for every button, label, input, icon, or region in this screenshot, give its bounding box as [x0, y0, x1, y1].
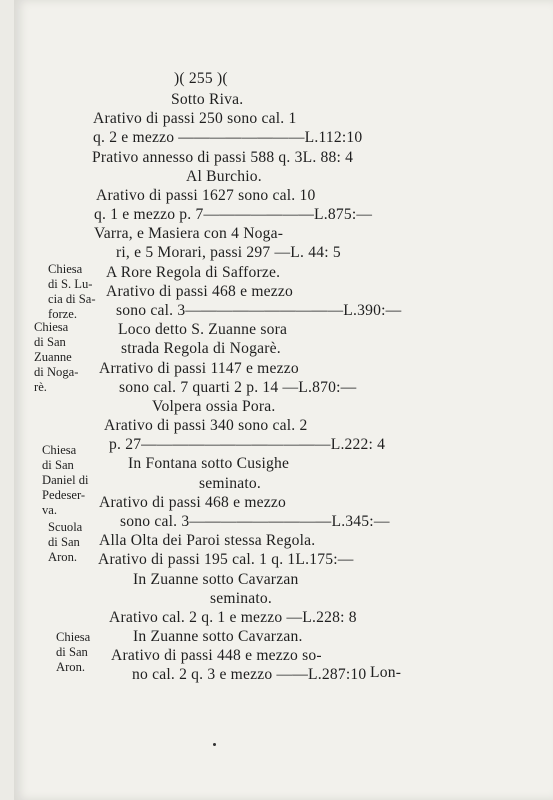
margin-note-line: di San [34, 335, 66, 349]
page-number: )( 255 )( [174, 70, 228, 87]
text-line: Arativo di passi 468 e mezzo [99, 494, 287, 511]
margin-note-line: di S. Lu- [48, 277, 93, 291]
text-line: Arrativo di passi 1147 e mezzo [99, 360, 299, 377]
text-line: Loco detto S. Zuanne sora [118, 321, 288, 338]
text-line: sono cal. 3——————————L.390:— [116, 302, 402, 319]
text-line: Arativo di passi 448 e mezzo so- [111, 647, 322, 664]
text-line: p. 27————————————L.222: 4 [109, 436, 386, 453]
text-line: Volpera ossia Pora. [152, 398, 276, 415]
text-line: strada Regola di Nogarè. [121, 340, 281, 357]
text-line: Al Burchio. [186, 168, 262, 185]
margin-note-line: cia di Sa- [48, 292, 96, 306]
book-page [14, 0, 553, 800]
margin-note-line: di San [56, 645, 88, 659]
text-line: Arativo di passi 195 cal. 1 q. 1L.175:— [98, 551, 354, 568]
margin-note-line: Aron. [56, 660, 86, 674]
margin-note-line: Daniel di [42, 473, 89, 487]
text-line: ri, e 5 Morari, passi 297 —L. 44: 5 [116, 244, 341, 261]
page-mark [213, 743, 216, 746]
text-line: In Zuanne sotto Cavarzan. [133, 628, 303, 645]
margin-note-line: Chiesa [56, 630, 91, 644]
margin-note-line: Aron. [48, 550, 78, 564]
text-line: no cal. 2 q. 3 e mezzo ——L.287:10 [132, 666, 367, 683]
margin-note-line: di San [42, 458, 74, 472]
margin-note-line: Chiesa [48, 262, 83, 276]
text-line: q. 1 e mezzo p. 7———————L.875:— [94, 206, 373, 223]
text-line: sono cal. 3—————————L.345:— [120, 513, 390, 530]
margin-note-line: Chiesa [42, 443, 77, 457]
margin-note-line: Scuola [48, 520, 83, 534]
text-line: q. 2 e mezzo ————————L.112:10 [93, 129, 363, 146]
text-line: Varra, e Masiera con 4 Noga- [94, 225, 284, 242]
margin-note-line: Zuanne [34, 350, 72, 364]
text-line: In Fontana sotto Cusighe [128, 455, 290, 472]
text-line: seminato. [199, 475, 261, 492]
text-line: Arativo di passi 468 e mezzo [106, 283, 294, 300]
margin-note-line: va. [42, 503, 58, 517]
margin-note-line: Pedeser- [42, 488, 86, 502]
catchword: Lon- [370, 664, 402, 681]
text-line: In Zuanne sotto Cavarzan [133, 571, 299, 588]
text-line: Sotto Riva. [171, 91, 244, 108]
text-line: A Rore Regola di Safforze. [106, 264, 281, 281]
margin-note-line: forze. [48, 307, 78, 321]
text-line: sono cal. 7 quarti 2 p. 14 —L.870:— [119, 379, 357, 396]
text-line: Arativo di passi 1627 sono cal. 10 [96, 187, 316, 204]
text-line: Prativo annesso di passi 588 q. 3L. 88: 4 [92, 149, 354, 166]
text-line: Alla Olta dei Paroi stessa Regola. [99, 532, 316, 549]
margin-note-line: rè. [34, 380, 47, 394]
text-line: Arativo di passi 340 sono cal. 2 [104, 417, 308, 434]
text-line: Arativo di passi 250 sono cal. 1 [93, 110, 297, 127]
margin-note-line: di Noga- [34, 365, 79, 379]
margin-note-line: Chiesa [34, 320, 69, 334]
text-line: seminato. [210, 590, 272, 607]
margin-note-line: di San [48, 535, 80, 549]
text-line: Arativo cal. 2 q. 1 e mezzo —L.228: 8 [109, 609, 357, 626]
